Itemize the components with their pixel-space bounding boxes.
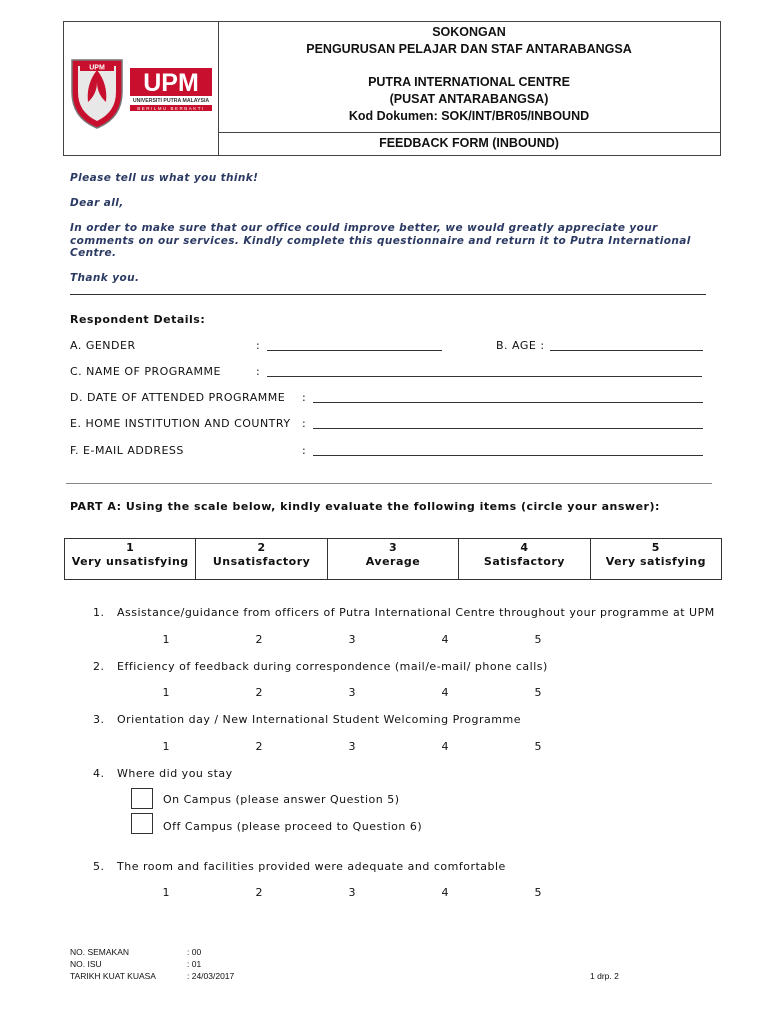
gender-label: A. GENDER [70,339,136,352]
upm-logo [64,22,218,155]
scale-label: Very unsatisfying [71,555,189,568]
logo-subtitle: UNIVERSITI PUTRA MALAYSIA [132,98,210,104]
footer-semakan-label: NO. SEMAKAN [70,947,130,957]
svg-text:UPM: UPM [89,64,105,72]
on-campus-checkbox[interactable] [131,788,153,809]
logo-text: UPM [143,69,199,97]
separator-line [70,294,706,295]
form-title-cell [218,132,720,155]
question-number: 5. [93,860,105,873]
question-text: Orientation day / New International Student Welcoming Programme [117,713,521,726]
question-text: Assistance/guidance from officers of Putra International Centre throughout your programme at UPM [117,606,715,619]
on-campus-label: On Campus (please answer Question 5) [163,793,400,806]
separator-line-2 [66,483,712,484]
header-line3: PUTRA INTERNATIONAL CENTRE [368,75,570,89]
rating-option[interactable]: 2 [255,633,263,646]
programme-field[interactable] [267,376,702,377]
off-campus-checkbox[interactable] [131,813,153,834]
off-campus-label: Off Campus (please proceed to Question 6) [163,820,423,833]
intro-greeting: Dear all, [70,197,124,209]
rating-option[interactable]: 4 [441,886,449,899]
date-colon: : [302,391,307,404]
scale-cell [591,539,721,579]
header-line5: Kod Dokumen: SOK/INT/BR05/INBOUND [348,109,590,123]
scale-label: Very satisfying [605,555,706,568]
scale-cell [196,539,327,579]
scale-num: 1 [126,541,135,554]
question-number: 2. [93,660,105,673]
rating-scale-table [64,538,722,580]
rating-option[interactable]: 4 [441,633,449,646]
rating-option[interactable]: 3 [348,686,356,699]
rating-option[interactable]: 2 [255,886,263,899]
scale-label: Average [365,555,421,568]
rating-option[interactable]: 4 [441,740,449,753]
logo-cell [64,22,219,155]
footer-isu-label: NO. ISU [70,959,102,969]
email-label: F. E-MAIL ADDRESS [70,444,184,457]
header-line1: SOKONGAN [432,25,506,39]
question-text: Where did you stay [117,767,233,780]
header-title-cell [218,22,720,133]
scale-label: Unsatisfactory [212,555,311,568]
scale-label: Satisfactory [483,555,565,568]
respondent-heading: Respondent Details: [70,313,206,326]
scale-num: 5 [651,541,660,554]
header-line4: (PUSAT ANTARABANGSA) [389,92,549,106]
scale-cell [65,539,196,579]
age-label: B. AGE : [496,339,545,352]
rating-option[interactable]: 2 [255,740,263,753]
intro-thanks: Thank you. [70,272,140,284]
rating-option[interactable]: 3 [348,633,356,646]
scale-num: 4 [520,541,529,554]
rating-option[interactable]: 3 [348,886,356,899]
rating-option[interactable]: 5 [534,886,542,899]
footer-isu-value: : 01 [187,959,202,969]
header-line2: PENGURUSAN PELAJAR DAN STAF ANTARABANGSA [306,42,632,56]
scale-cell [459,539,590,579]
partA-heading: PART A: Using the scale below, kindly evaluate the following items (circle your answer): [70,500,660,513]
email-field[interactable] [313,455,703,456]
date-field[interactable] [313,402,703,403]
rating-option[interactable]: 3 [348,740,356,753]
age-field[interactable] [550,350,703,351]
institution-field[interactable] [313,428,703,429]
rating-option[interactable]: 2 [255,686,263,699]
rating-option[interactable]: 1 [162,633,170,646]
gender-field[interactable] [267,350,442,351]
footer-tarikh-label: TARIKH KUAT KUASA [70,971,156,981]
rating-option[interactable]: 1 [162,886,170,899]
form-title: FEEDBACK FORM (INBOUND) [379,136,559,150]
institution-colon: : [302,417,307,430]
rating-option[interactable]: 5 [534,740,542,753]
programme-label: C. NAME OF PROGRAMME [70,365,221,378]
programme-colon: : [256,365,261,378]
date-label: D. DATE OF ATTENDED PROGRAMME [70,391,286,404]
rating-option[interactable]: 1 [162,740,170,753]
scale-num: 2 [257,541,266,554]
logo-motto: BERILMU BERBAKTI [137,106,205,111]
scale-num: 3 [388,541,398,554]
institution-label: E. HOME INSTITUTION AND COUNTRY [70,417,291,430]
footer-tarikh-value: : 24/03/2017 [187,971,235,981]
question-number: 3. [93,713,105,726]
rating-option[interactable]: 5 [534,686,542,699]
email-colon: : [302,444,307,457]
rating-option[interactable]: 4 [441,686,449,699]
rating-option[interactable]: 5 [534,633,542,646]
question-text: Efficiency of feedback during correspondence (mail/e-mail/ phone calls) [117,660,548,673]
question-number: 1. [93,606,105,619]
scale-cell [328,539,459,579]
intro-body: In order to make sure that our office could improve better, we would greatly appreciate your comments on our services. Kindly complete this questionnaire and return it to Putra International Centre. [70,222,691,259]
footer-semakan-value: : 00 [187,947,202,957]
rating-option[interactable]: 1 [162,686,170,699]
page-number: 1 drp. 2 [590,971,619,981]
question-number: 4. [93,767,105,780]
question-text: The room and facilities provided were adequate and comfortable [117,860,506,873]
document-header [63,21,721,156]
gender-colon: : [256,339,261,352]
intro-prompt: Please tell us what you think! [70,172,259,184]
